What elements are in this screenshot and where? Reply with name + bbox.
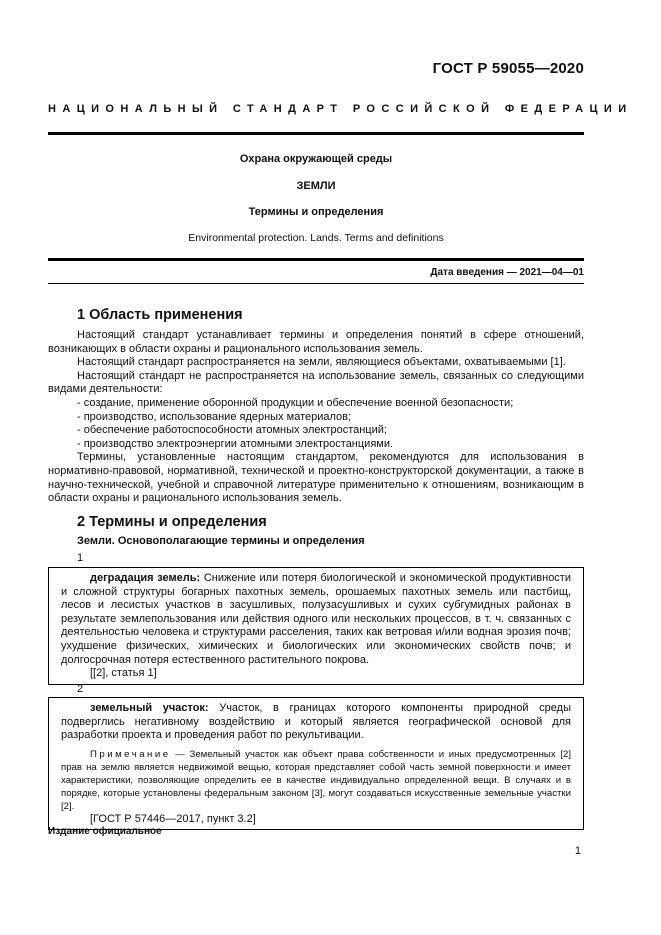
- intro-date: Дата введения — 2021—04—01: [430, 267, 584, 278]
- term-definition: Снижение или потеря биологической и экономической продуктивности и сложной структуры богарных пахотных земель, орошаемых пахотных земель или пастбищ, лесов и лесистых участков в засушливых, полузасушливых и сухих субгумидных районах в результате землепользования или действия одного или нескольких процессов, в т. ч. связанных с деятельностью человека и структурами расселения, таких как ветровая и/или водная эрозия почв; ухудшение физических, химических и биологических или экономических свойств почв; и долгосрочная потеря естественного растительного покрова.: [61, 572, 571, 666]
- note-text: — Земельный участок как объект права собственности и иных предусмотренных [2] прав на землю является недвижимой вещью, которая представляет собой часть земной поверхности и имеет характеристики, позволяющие определить ее в качестве индивидуально определенной вещи. В случаях и в порядке, которые установлены федеральным законом [3], могут создаваться искусственные земельные участки [2].: [61, 748, 571, 812]
- term-name: земельный участок:: [90, 702, 209, 714]
- list-item: - производство электроэнергии атомными электростанциями.: [77, 437, 394, 450]
- term-name: деградация земель:: [90, 572, 201, 584]
- edition-label: Издание официальное: [48, 826, 162, 837]
- term-note: [61, 748, 571, 813]
- title-main: ЗЕМЛИ: [296, 180, 336, 192]
- term-source: [ГОСТ Р 57446—2017, пункт 3.2]: [90, 812, 256, 825]
- list-item: - обеспечение работоспособности атомных электростанций;: [77, 424, 387, 437]
- term-entry-degradation: [48, 567, 584, 685]
- page-number: 1: [574, 845, 581, 857]
- section2-subheading: Земли. Основополагающие термины и определения: [77, 535, 365, 547]
- section1-body: [48, 329, 584, 506]
- term-source: [[2], статья 1]: [90, 667, 157, 680]
- document-id: ГОСТ Р 59055—2020: [432, 60, 584, 77]
- title-sub: Термины и определения: [248, 206, 384, 218]
- section1-heading: 1 Область применения: [77, 307, 243, 323]
- term-entry-land-plot: [48, 697, 584, 830]
- national-standard-banner: НАЦИОНАЛЬНЫЙ СТАНДАРТ РОССИЙСКОЙ ФЕДЕРАЦИИ: [48, 103, 633, 115]
- note-label: Примечание: [90, 748, 171, 760]
- title-english: Environmental protection. Lands. Terms and definitions: [188, 232, 444, 244]
- section1-paragraph: Термины, установленные настоящим стандартом, рекомендуются для использования в нормативно-правовой, нормативной, технической и проектно-конструкторской документации, а также в научно-технической, учебной и справочной литературе применительно к отношениям, возникающим в области охраны и рационального использования земель.: [48, 451, 584, 505]
- section1-paragraph: Настоящий стандарт устанавливает термины и определения понятий в сфере отношений, возникающих в области охраны и рационального использования земель.: [48, 329, 584, 355]
- date-rule: [48, 283, 584, 284]
- list-item: - создание, применение оборонной продукции и обеспечение военной безопасности;: [77, 396, 514, 409]
- term-definition: Участок, в границах которого компоненты природной среды подверглись негативному воздействию и который является географической основой для разработки проекта и проведения работ по рекультивации.: [61, 702, 572, 742]
- term-number: 2: [77, 683, 84, 695]
- section1-paragraph: Настоящий стандарт не распространяется на использование земель, связанных со следующими видами деятельности:: [48, 369, 584, 396]
- list-item: - производство, использование ядерных материалов;: [77, 410, 352, 423]
- title-group: Охрана окружающей среды: [239, 153, 393, 165]
- term-number: 1: [77, 552, 84, 564]
- header-rule: [48, 132, 584, 135]
- title-rule: [48, 258, 584, 261]
- section1-paragraph: Настоящий стандарт распространяется на земли, являющиеся объектами, охватываемыми [1].: [77, 356, 566, 369]
- section2-heading: 2 Термины и определения: [77, 514, 267, 530]
